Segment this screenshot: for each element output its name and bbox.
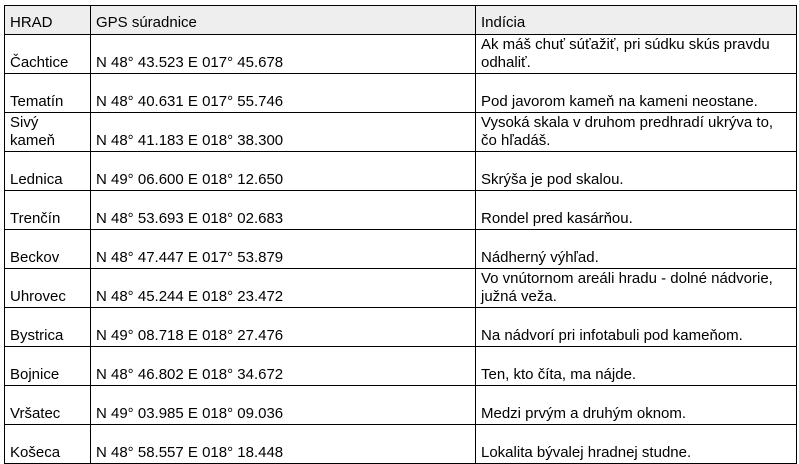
- clue-text: Ten, kto číta, ma nájde.: [476, 347, 797, 386]
- table-row: [5, 113, 797, 152]
- clue-text: Medzi prvým a druhým oknom.: [476, 386, 797, 425]
- castle-name: Bystrica: [5, 308, 91, 347]
- table-header: [5, 6, 797, 35]
- castle-name: Beckov: [5, 230, 91, 269]
- table-row: [5, 386, 797, 425]
- table-row: [5, 347, 797, 386]
- castle-name: Uhrovec: [5, 269, 91, 308]
- clue-text: Nádherný výhľad.: [476, 230, 797, 269]
- header-row: [5, 6, 797, 35]
- clue-text: Vysoká skala v druhom predhradí ukrýva to, čo hľadáš.: [476, 113, 797, 152]
- gps-coordinates: N 48° 53.693 E 018° 02.683: [91, 191, 476, 230]
- gps-coordinates: N 49° 03.985 E 018° 09.036: [91, 386, 476, 425]
- clue-text: Rondel pred kasárňou.: [476, 191, 797, 230]
- clue-text: Ak máš chuť súťažiť, pri súdku skús pravdu odhaliť.: [476, 35, 797, 74]
- header-hint: Indícia: [476, 6, 797, 35]
- table-row: [5, 269, 797, 308]
- table-row: [5, 35, 797, 74]
- gps-coordinates: N 48° 47.447 E 017° 53.879: [91, 230, 476, 269]
- gps-coordinates: N 49° 06.600 E 018° 12.650: [91, 152, 476, 191]
- header-hrad: HRAD: [5, 6, 91, 35]
- gps-coordinates: N 48° 43.523 E 017° 45.678: [91, 35, 476, 74]
- castle-name: Košeca: [5, 425, 91, 464]
- table-row: [5, 74, 797, 113]
- table-row: [5, 191, 797, 230]
- castle-table: [4, 5, 797, 464]
- clue-text: Na nádvorí pri infotabuli pod kameňom.: [476, 308, 797, 347]
- gps-coordinates: N 49° 08.718 E 018° 27.476: [91, 308, 476, 347]
- clue-text: Skrýša je pod skalou.: [476, 152, 797, 191]
- header-gps: GPS súradnice: [91, 6, 476, 35]
- castle-name: Sivý kameň: [5, 113, 91, 152]
- castle-name: Čachtice: [5, 35, 91, 74]
- castle-name: Vršatec: [5, 386, 91, 425]
- gps-coordinates: N 48° 45.244 E 018° 23.472: [91, 269, 476, 308]
- table-body: [5, 35, 797, 464]
- castle-name: Lednica: [5, 152, 91, 191]
- gps-coordinates: N 48° 46.802 E 018° 34.672: [91, 347, 476, 386]
- clue-text: Lokalita bývalej hradnej studne.: [476, 425, 797, 464]
- castle-name: Bojnice: [5, 347, 91, 386]
- clue-text: Pod javorom kameň na kameni neostane.: [476, 74, 797, 113]
- table-row: [5, 152, 797, 191]
- clue-text: Vo vnútornom areáli hradu - dolné nádvorie, južná veža.: [476, 269, 797, 308]
- table-row: [5, 230, 797, 269]
- castle-name: Trenčín: [5, 191, 91, 230]
- gps-coordinates: N 48° 41.183 E 018° 38.300: [91, 113, 476, 152]
- gps-coordinates: N 48° 58.557 E 018° 18.448: [91, 425, 476, 464]
- castle-name: Tematín: [5, 74, 91, 113]
- table-row: [5, 308, 797, 347]
- gps-coordinates: N 48° 40.631 E 017° 55.746: [91, 74, 476, 113]
- table-row: [5, 425, 797, 464]
